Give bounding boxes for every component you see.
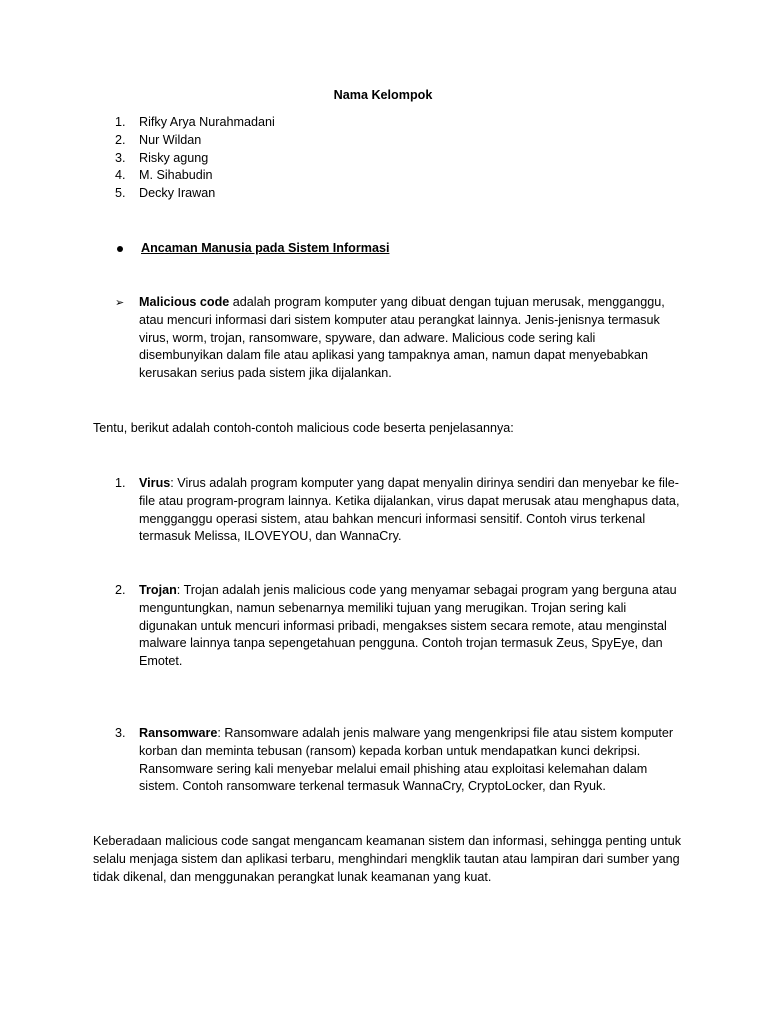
list-number: 2. [115,583,126,597]
example-term: Virus [139,476,171,490]
example-text [139,582,680,671]
document-title: Nama Kelompok [333,88,433,102]
list-item [115,475,680,546]
example-text [139,475,680,546]
list-item [115,725,680,796]
bullet-dot-icon [117,246,123,252]
member-name: M. Sihabudin [139,168,213,183]
member-name: Nur Wildan [139,132,202,147]
list-item [115,185,275,203]
member-name: Decky Irawan [139,186,216,201]
list-item [115,132,275,150]
example-term: Trojan [139,583,177,597]
example-term: Ransomware [139,726,218,740]
list-item [115,167,275,185]
conclusion-paragraph: Keberadaan malicious code sangat mengancam keamanan sistem dan informasi, sehingga penting untuk selalu menjaga sistem dan aplikasi terbaru, menghindari mengklik tautan atau lampiran dari sumber yang tidak dikenal, dan menggunakan perangkat lunak keamanan yang kuat. [93,834,682,884]
list-number: 5. [115,186,126,201]
list-number: 3. [115,150,126,165]
list-item [115,150,275,168]
example-text [139,725,680,796]
list-number: 1. [115,115,126,129]
definition-body: adalah program komputer yang dibuat dengan tujuan merusak, mengganggu, atau mencuri informasi dari sistem komputer atau perangkat lainnya. Jenis-jenisnya termasuk virus, worm, trojan, ransomware, spyware, dan adware. Malicious code sering kali disembunyikan dalam file atau aplikasi yang tampaknya aman, namun dapat menyebabkan kerusakan serius pada sistem jika dijalankan. [139,295,665,381]
member-name: Rifky Arya Nurahmadani [139,115,275,129]
list-number: 2. [115,132,126,147]
example-body: : Trojan adalah jenis malicious code yang menyamar sebagai program yang berguna atau menguntungkan, namun sebenarnya memiliki tujuan yang merugikan. Trojan sering kali digunakan untuk mencuri informasi pribadi, mengakses sistem secara remote, atau menginstal malware lainnya tanpa sepengetahuan pengguna. Contoh trojan termasuk Zeus, SpyEye, dan Emotet. [139,583,677,669]
definition-term: Malicious code [139,295,230,309]
list-item [115,582,680,671]
list-number: 4. [115,168,126,183]
malicious-code-definition [115,294,675,383]
section-heading-text: Ancaman Manusia pada Sistem Informasi [141,241,390,255]
arrow-bullet-icon: ➢ [115,296,125,309]
list-number: 1. [115,476,126,490]
example-body: : Virus adalah program komputer yang dapat menyalin dirinya sendiri dan menyebar ke file-file atau program-program lainnya. Ketika dijalankan, virus dapat merusak atau menghapus data, mengganggu operasi sistem, atau bahkan mencuri informasi sensitif. Contoh virus terkenal termasuk Melissa, ILOVEYOU, dan WannaCry. [139,476,680,544]
definition-text [139,294,675,383]
example-body: : Ransomware adalah jenis malware yang mengenkripsi file atau sistem komputer korban dan meminta tebusan (ransom) kepada korban untuk mendapatkan kunci dekripsi. Ransomware sering kali menyebar melalui email phishing atau exploitasi kelemahan dalam sistem. Contoh ransomware terkenal termasuk WannaCry, CryptoLocker, dan Ryuk. [139,726,674,794]
intro-paragraph: Tentu, berikut adalah contoh-contoh malicious code beserta penjelasannya: [93,421,514,435]
section-heading [115,240,389,258]
list-item [115,114,275,132]
member-name: Risky agung [139,150,209,165]
member-list [115,114,275,203]
list-number: 3. [115,726,126,740]
